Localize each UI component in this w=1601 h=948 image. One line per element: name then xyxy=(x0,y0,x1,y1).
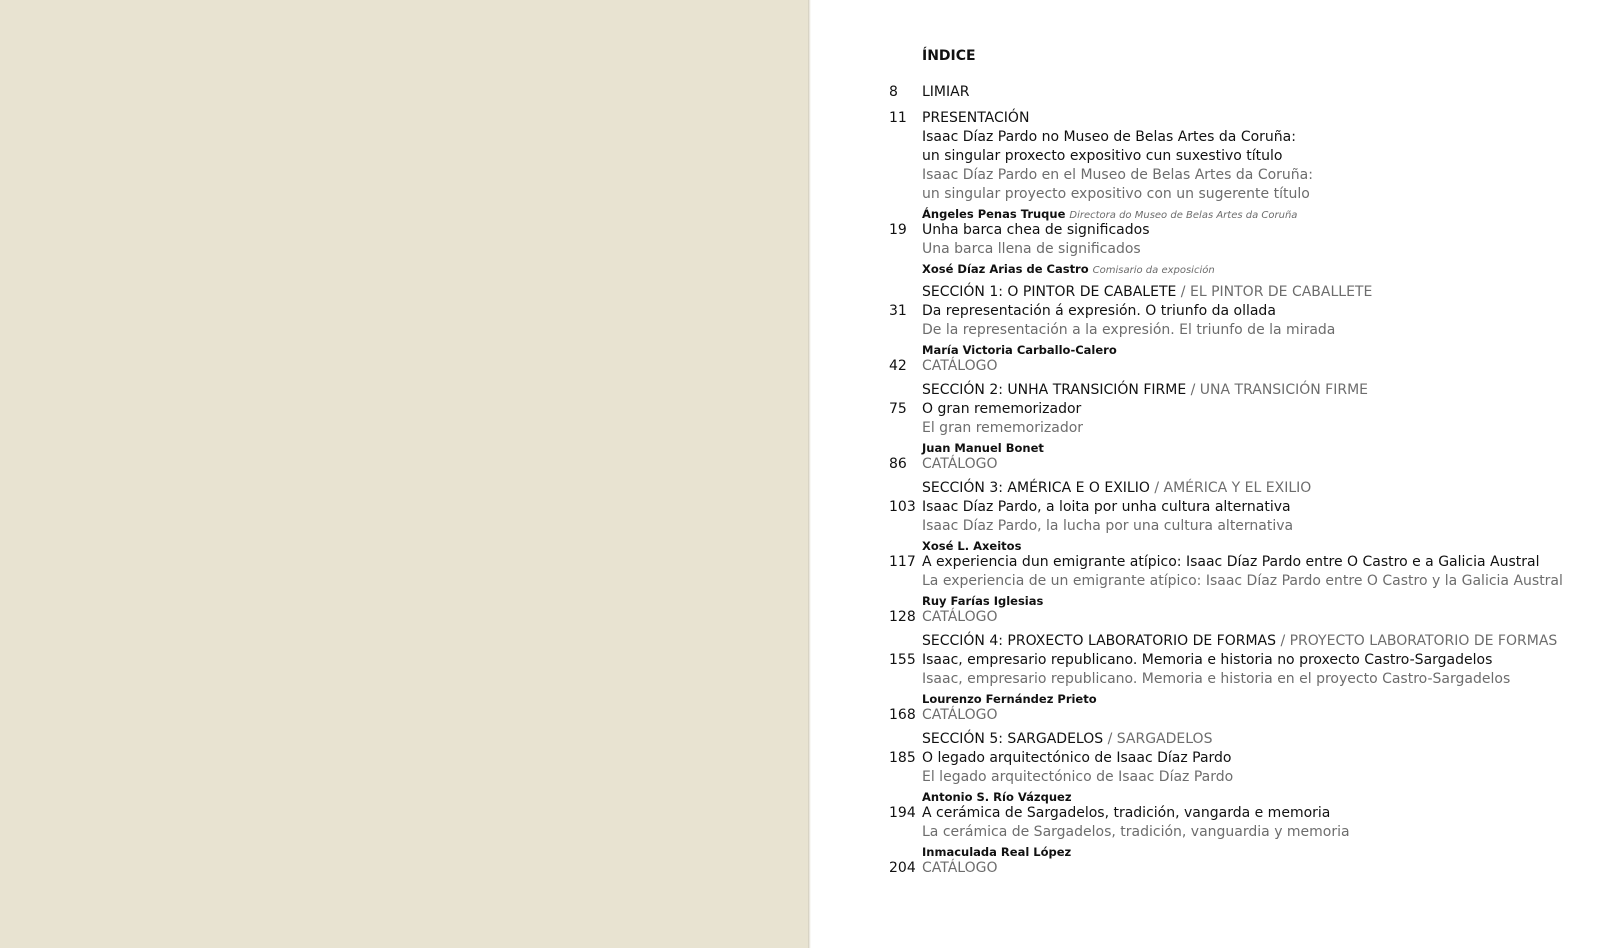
section-heading-5 xyxy=(889,730,1579,749)
toc-title: ÍNDICE xyxy=(922,48,976,64)
section-heading-3 xyxy=(889,479,1579,498)
toc-entry-catalogo[interactable] xyxy=(889,859,1579,878)
section-title-spanish: / UNA TRANSICIÓN FIRME xyxy=(1186,382,1368,398)
section-title-galician: SECCIÓN 2: UNHA TRANSICIÓN FIRME xyxy=(922,382,1187,398)
toc-entry-catalogo[interactable] xyxy=(889,455,1579,474)
title-spanish: La cerámica de Sargadelos, tradición, vanguardia y memoria xyxy=(922,824,1350,840)
title-galician: Isaac Díaz Pardo, a loita por unha cultura alternativa xyxy=(922,499,1291,515)
section-title-galician: SECCIÓN 1: O PINTOR DE CABALETE xyxy=(922,284,1177,300)
toc-entry-catalogo[interactable] xyxy=(889,357,1579,376)
title-spanish: Isaac Díaz Pardo en el Museo de Belas Artes da Coruña: xyxy=(922,167,1313,183)
section-title-galician: SECCIÓN 3: AMÉRICA E O EXILIO xyxy=(922,480,1150,496)
page-number: 194 xyxy=(889,805,916,821)
section-heading-2 xyxy=(889,381,1579,400)
title-galician: Da representación á expresión. O triunfo da ollada xyxy=(922,303,1276,319)
table-of-contents xyxy=(889,47,1579,878)
author-role: Directora do Museo de Belas Artes da Coruña xyxy=(1069,210,1298,221)
catalog-label: CATÁLOGO xyxy=(922,707,998,723)
toc-entry-barca[interactable] xyxy=(889,221,1579,240)
page-number: 168 xyxy=(889,707,916,723)
author-name: Lourenzo Fernández Prieto xyxy=(922,692,1097,706)
author-name: Xosé Díaz Arias de Castro xyxy=(922,262,1089,276)
title-spanish: El gran rememorizador xyxy=(922,420,1084,436)
title-galician: A cerámica de Sargadelos, tradición, vangarda e memoria xyxy=(922,805,1331,821)
catalog-label: CATÁLOGO xyxy=(922,860,998,876)
book-gutter xyxy=(808,0,811,948)
page-number: 185 xyxy=(889,750,916,766)
section-title-spanish: / AMÉRICA Y EL EXILIO xyxy=(1149,480,1312,496)
section-heading-4 xyxy=(889,632,1579,651)
toc-entry-catalogo[interactable] xyxy=(889,608,1579,627)
section-title-spanish: / EL PINTOR DE CABALLETE xyxy=(1176,284,1373,300)
page-number: 11 xyxy=(889,110,907,126)
toc-entry[interactable] xyxy=(889,302,1579,321)
entry-title: LIMIAR xyxy=(922,84,970,100)
author-name: Xosé L. Axeitos xyxy=(922,539,1022,553)
author-name: Ángeles Penas Truque xyxy=(922,207,1066,221)
toc-entry[interactable] xyxy=(889,651,1579,670)
section-title-galician: SECCIÓN 5: SARGADELOS xyxy=(922,731,1104,747)
title-spanish: Isaac Díaz Pardo, la lucha por una cultura alternativa xyxy=(922,518,1294,534)
title-galician: un singular proxecto expositivo cun suxestivo título xyxy=(922,148,1283,164)
page-number: 204 xyxy=(889,860,916,876)
title-spanish: Isaac, empresario republicano. Memoria e historia en el proyecto Castro-Sargadelos xyxy=(922,671,1511,687)
page-number: 42 xyxy=(889,358,907,374)
page-number: 86 xyxy=(889,456,907,472)
section-title-spanish: / SARGADELOS xyxy=(1103,731,1213,747)
toc-entry-limiar[interactable] xyxy=(889,83,1579,102)
toc-entry-catalogo[interactable] xyxy=(889,706,1579,725)
page-number: 103 xyxy=(889,499,916,515)
toc-entry-presentacion[interactable] xyxy=(889,109,1579,128)
title-galician: A experiencia dun emigrante atípico: Isaac Díaz Pardo entre O Castro e a Galicia Austral xyxy=(922,554,1540,570)
title-spanish: Una barca llena de significados xyxy=(922,241,1141,257)
entry-title: PRESENTACIÓN xyxy=(922,110,1030,126)
author-role: Comisario da exposición xyxy=(1092,265,1215,276)
author-name: Inmaculada Real López xyxy=(922,845,1072,859)
page-number: 31 xyxy=(889,303,907,319)
toc-entry[interactable] xyxy=(889,400,1579,419)
author-name: Ruy Farías Iglesias xyxy=(922,594,1044,608)
toc-entry[interactable] xyxy=(889,553,1579,572)
title-spanish: un singular proyecto expositivo con un sugerente título xyxy=(922,186,1310,202)
title-galician: Isaac Díaz Pardo no Museo de Belas Artes da Coruña: xyxy=(922,129,1296,145)
page-number: 117 xyxy=(889,554,916,570)
page-number: 19 xyxy=(889,222,907,238)
author-name: María Victoria Carballo-Calero xyxy=(922,343,1117,357)
catalog-label: CATÁLOGO xyxy=(922,609,998,625)
catalog-label: CATÁLOGO xyxy=(922,456,998,472)
title-galician: O legado arquitectónico de Isaac Díaz Pardo xyxy=(922,750,1232,766)
title-spanish: El legado arquitectónico de Isaac Díaz Pardo xyxy=(922,769,1234,785)
page-number: 128 xyxy=(889,609,916,625)
author-name: Juan Manuel Bonet xyxy=(922,441,1044,455)
page-number: 8 xyxy=(889,84,898,100)
section-heading-1 xyxy=(889,283,1579,302)
author-name: Antonio S. Río Vázquez xyxy=(922,790,1072,804)
title-spanish: La experiencia de un emigrante atípico: Isaac Díaz Pardo entre O Castro y la Galicia Austral xyxy=(922,573,1563,589)
title-galician: Unha barca chea de significados xyxy=(922,222,1150,238)
toc-entry[interactable] xyxy=(889,498,1579,517)
catalog-label: CATÁLOGO xyxy=(922,358,998,374)
title-galician: Isaac, empresario republicano. Memoria e historia no proxecto Castro-Sargadelos xyxy=(922,652,1493,668)
page-number: 75 xyxy=(889,401,907,417)
section-title-spanish: / PROYECTO LABORATORIO DE FORMAS xyxy=(1276,633,1558,649)
section-title-galician: SECCIÓN 4: PROXECTO LABORATORIO DE FORMAS xyxy=(922,633,1276,649)
page-number: 155 xyxy=(889,652,916,668)
title-galician: O gran rememorizador xyxy=(922,401,1082,417)
toc-entry[interactable] xyxy=(889,749,1579,768)
title-spanish: De la representación a la expresión. El triunfo de la mirada xyxy=(922,322,1336,338)
toc-entry[interactable] xyxy=(889,804,1579,823)
